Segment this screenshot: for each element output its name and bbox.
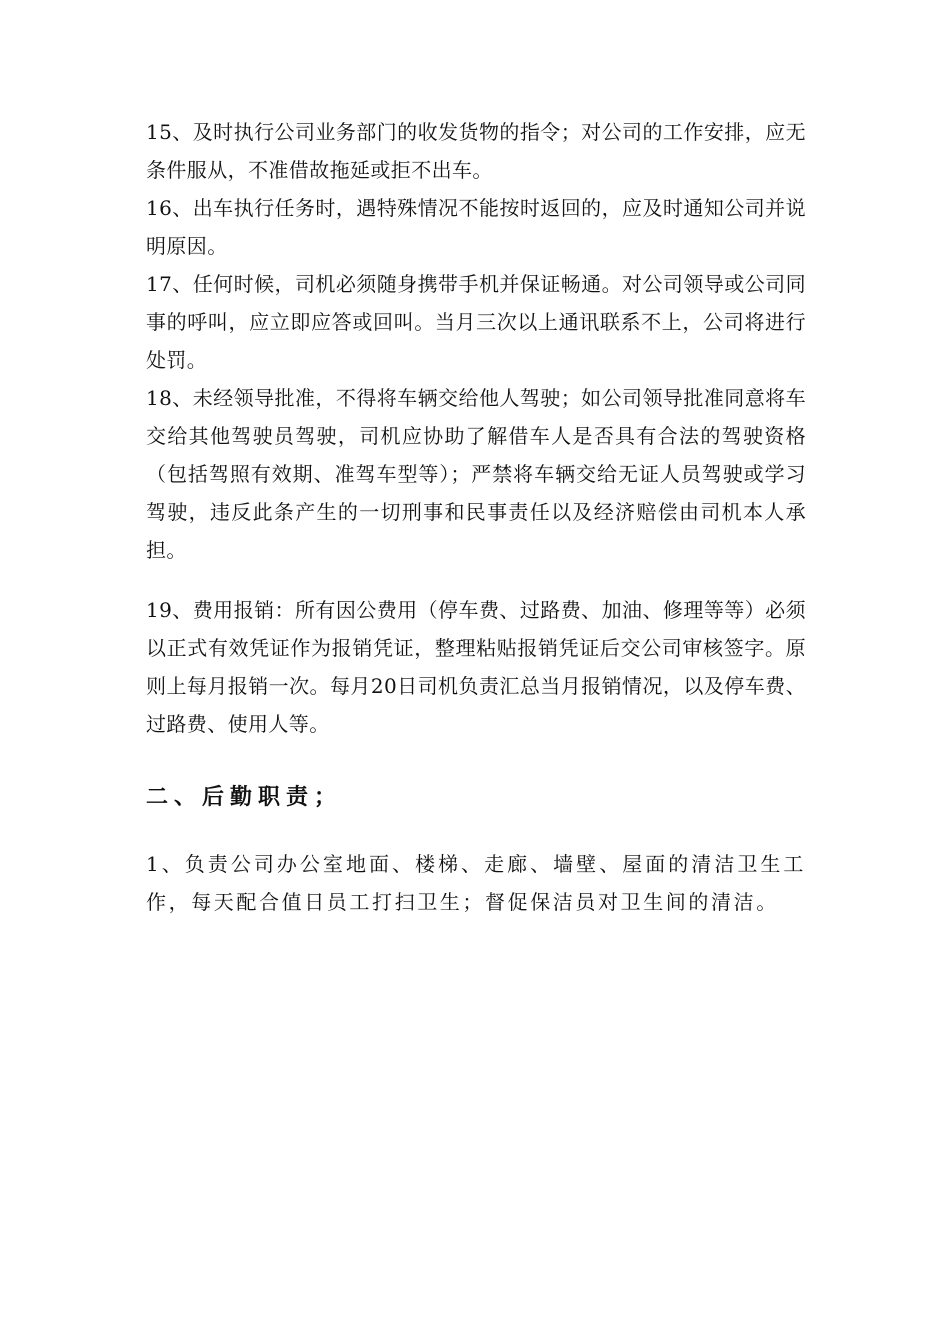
- paragraph-15: 15、及时执行公司业务部门的收发货物的指令；对公司的工作安排，应无条件服从，不准借故拖延或拒不出车。: [146, 120, 806, 182]
- paragraph-19: 19、费用报销：所有因公费用（停车费、过路费、加油、修理等等）必须以正式有效凭证作为报销凭证，整理粘贴报销凭证后交公司审核签字。原则上每月报销一次。每月20日司机负责汇总当月报销情况，以及停车费、过路费、使用人等。: [146, 598, 806, 736]
- paragraph-18: 18、未经领导批准，不得将车辆交给他人驾驶；如公司领导批准同意将车交给其他驾驶员驾驶，司机应协助了解借车人是否具有合法的驾驶资格（包括驾照有效期、准驾车型等）；严禁将车辆交给无证人员驾驶或学习驾驶，违反此条产生的一切刑事和民事责任以及经济赔偿由司机本人承担。: [146, 386, 806, 562]
- paragraph-17: 17、任何时候，司机必须随身携带手机并保证畅通。对公司领导或公司同事的呼叫，应立即应答或回叫。当月三次以上通讯联系不上，公司将进行处罚。: [146, 272, 806, 372]
- document-body: [146, 113, 806, 921]
- section-heading: 二、后勤职责；: [146, 784, 343, 810]
- paragraph-16: 16、出车执行任务时，遇特殊情况不能按时返回的，应及时通知公司并说明原因。: [146, 196, 806, 258]
- section-paragraph-1: 1、负责公司办公室地面、楼梯、走廊、墙壁、屋面的清洁卫生工作，每天配合值日员工打扫卫生；督促保洁员对卫生间的清洁。: [146, 852, 806, 914]
